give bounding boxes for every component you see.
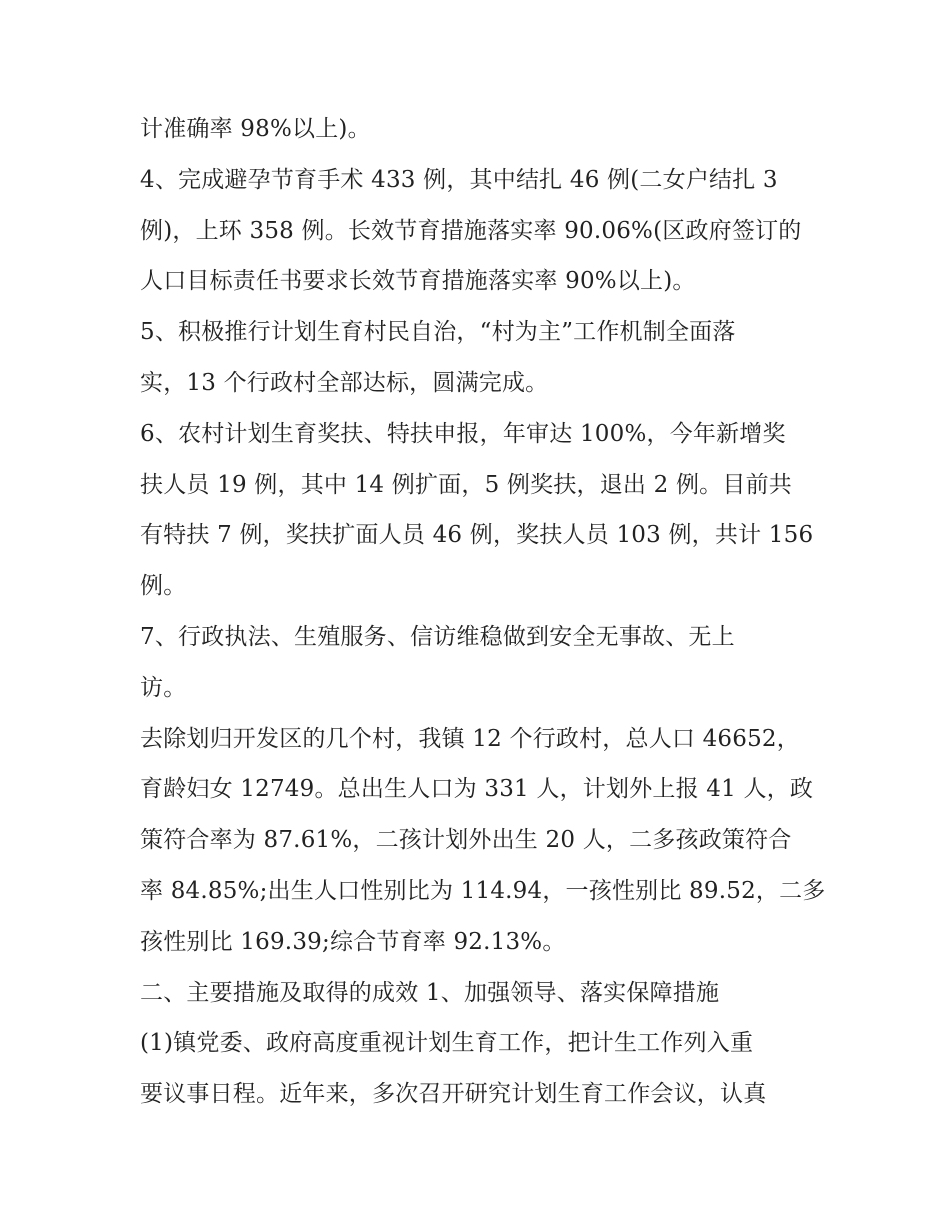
text-line: 有特扶 7 例，奖扶扩面人员 46 例，奖扶人员 103 例，共计 156: [140, 522, 814, 549]
text-line: 5、积极推行计划生育村民自治，“村为主”工作机制全面落: [140, 319, 736, 346]
text-line: 4、完成避孕节育手术 433 例，其中结扎 46 例(二女户结扎 3: [140, 166, 778, 193]
document-body: [140, 104, 830, 1120]
text-line: 要议事日程。近年来，多次召开研究计划生育工作会议，认真: [140, 1081, 767, 1108]
text-line: 访。: [140, 674, 187, 701]
text-line: 6、农村计划生育奖扶、特扶申报，年审达 100%，今年新增奖: [140, 420, 786, 447]
text-line: 去除划归开发区的几个村，我镇 12 个行政村，总人口 46652，: [140, 725, 800, 752]
text-line: 孩性别比 169.39;综合节育率 92.13%。: [140, 928, 566, 955]
text-line: 实，13 个行政村全部达标，圆满完成。: [140, 369, 549, 396]
text-line: 例。: [140, 573, 187, 600]
text-line: 率 84.85%;出生人口性别比为 114.94，一孩性别比 89.52，二多: [140, 877, 826, 904]
text-line: 育龄妇女 12749。总出生人口为 331 人，计划外上报 41 人，政: [140, 776, 814, 803]
section-heading-line: 二、主要措施及取得的成效 1、加强领导、落实保障措施: [140, 979, 720, 1006]
text-line: 策符合率为 87.61%，二孩计划外出生 20 人，二多孩政策符合: [140, 827, 792, 854]
text-line: (1)镇党委、政府高度重视计划生育工作，把计生工作列入重: [140, 1030, 754, 1057]
text-line: 7、行政执法、生殖服务、信访维稳做到安全无事故、无上: [140, 623, 735, 650]
text-line: 人口目标责任书要求长效节育措施落实率 90%以上)。: [140, 268, 696, 295]
text-line: 计准确率 98%以上)。: [140, 116, 371, 142]
text-line: 扶人员 19 例，其中 14 例扩面，5 例奖扶，退出 2 例。目前共: [140, 471, 792, 498]
text-line: 例)，上环 358 例。长效节育措施落实率 90.06%(区政府签订的: [140, 217, 802, 244]
